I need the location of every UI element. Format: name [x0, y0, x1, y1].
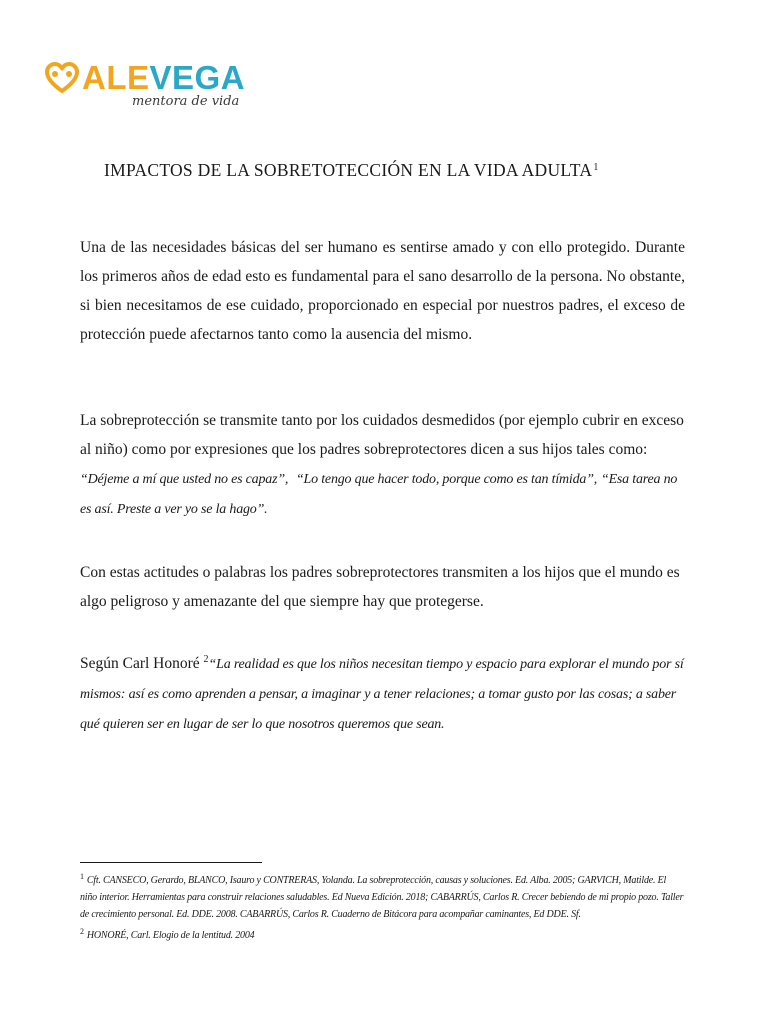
honore-quote: “La realidad es que los niños necesitan tiempo y espacio para explorar el mundo por sí mismos: así es como aprenden a pensar, a imaginar y a tener relaciones; a tomar gusto por las cosas; a saber qué quieren ser en lugar de ser lo que nosotros queremos que sean.	[80, 657, 684, 732]
footnote-2	[80, 923, 685, 944]
paragraph-1: Una de las necesidades básicas del ser humano es sentirse amado y con ello protegido. Durante los primeros años de edad esto es fundamental para el sano desarrollo de la persona. No obstante, si bien necesitamos de ese cuidado, proporcionado en especial por nuestros padres, el exceso de protección puede afectarnos tanto como la ausencia del mismo.	[80, 239, 685, 343]
brand-logo	[44, 56, 244, 112]
logo-wordmark-vega: VEGA	[149, 59, 246, 96]
footnote-2-ref: 2	[80, 927, 84, 936]
footnotes	[80, 868, 685, 944]
footnote-1-text: Cft. CANSECO, Gerardo, BLANCO, Isauro y CONTRERAS, Yolanda. La sobreprotección, causas y soluciones. Ed. Alba. 2005; GARVICH, Matilde. El niño interior. Herramientas para construir relaciones saludables. Ed Nueva Edición. 2018; CABARRÚS, Carlos R. Crecer bebiendo de mi propio pozo. Taller de crecimiento personal. Ed. DDE. 2008. CABARRÚS, Carlos R. Cuaderno de Bitácora para acompañar caminantes, Ed DDE. Sf.	[80, 875, 684, 920]
title-footnote-ref: 1	[593, 162, 599, 173]
hearts-people-icon	[44, 60, 80, 96]
paragraph-2-intro: La sobreprotección se transmite tanto por los cuidados desmedidos (por ejemplo cubrir en exceso al niño) como por expresiones que los padres sobreprotectores dicen a sus hijos tales como:	[80, 412, 684, 458]
paragraph-3: Con estas actitudes o palabras los padres sobreprotectores transmiten a los hijos que el mundo es algo peligroso y amenazante del que siempre hay que protegerse.	[80, 564, 680, 610]
logo-tagline: mentora de vida	[132, 94, 240, 109]
footnote-1-ref: 1	[80, 872, 84, 881]
quote-1: “Déjeme a mí que usted no es capaz”,	[80, 472, 289, 487]
quote-2: “Lo tengo que hacer todo, porque como es tan tímida”,	[295, 472, 598, 487]
logo-wordmark-ale: ALE	[82, 59, 150, 96]
document-title-text: IMPACTOS DE LA SOBRETOTECCIÓN EN LA VIDA ADULTA	[104, 160, 593, 180]
paragraph-4	[80, 645, 685, 739]
document-title	[104, 160, 599, 181]
quote-3: “Esa tarea no es así. Preste a ver yo se la hago”.	[80, 472, 678, 517]
footnote-separator	[80, 862, 262, 863]
footnote-1	[80, 868, 685, 923]
paragraph-4-intro: Según Carl Honoré	[80, 655, 204, 672]
footnote-ref-2: 2	[203, 654, 209, 665]
paragraph-2	[80, 406, 685, 524]
footnote-2-text: HONORÉ, Carl. Elogio de la lentitud. 2004	[86, 930, 255, 941]
logo-wordmark	[82, 58, 245, 98]
